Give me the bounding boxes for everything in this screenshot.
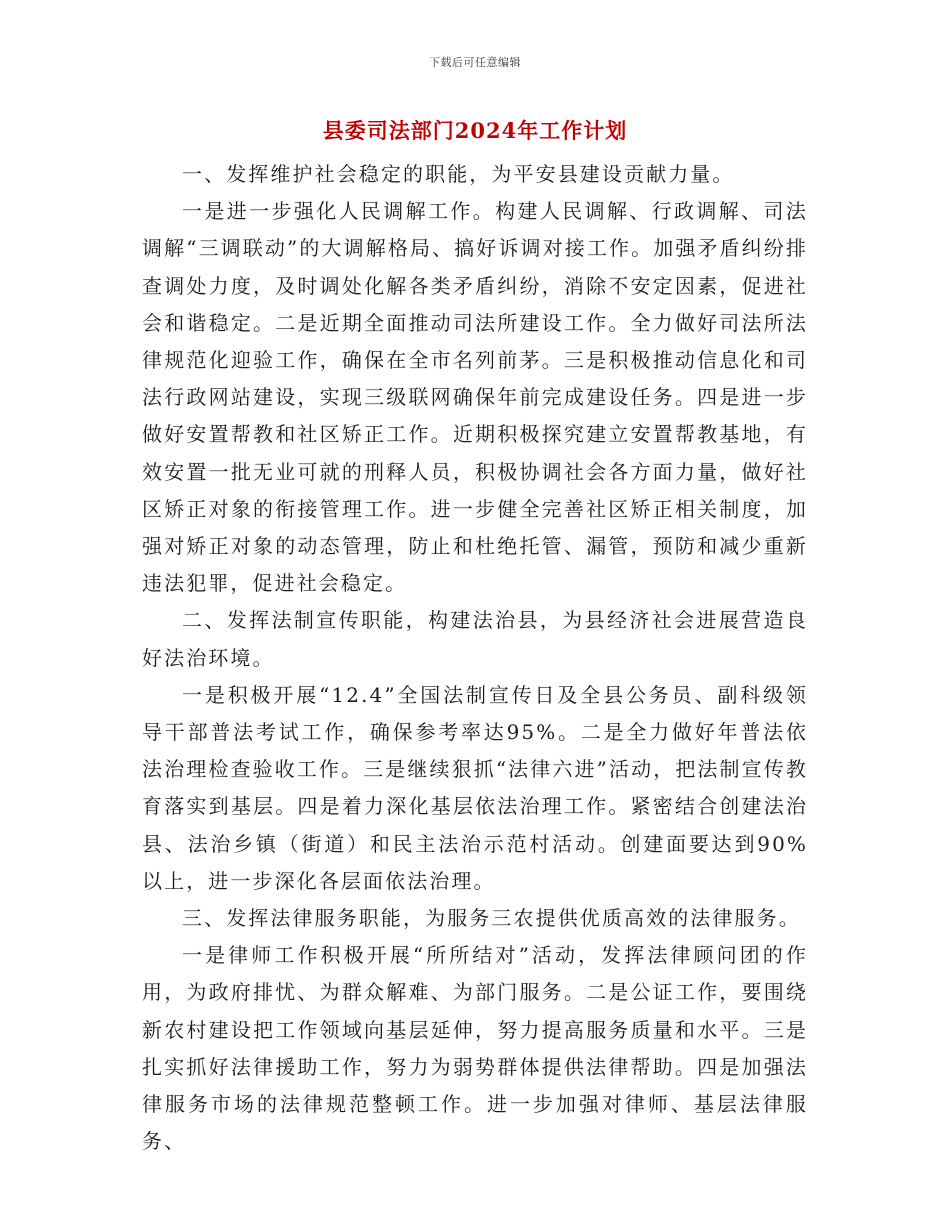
paragraph-section-2-body: 一是积极开展“12.4”全国法制宣传日及全县公务员、副科级领导干部普法考试工作，确保参考率达95%。二是全力做好年普法依法治理检查验收工作。三是继续狠抓“法律六进”活动，把法制宣传教育落实到基层。四是着力深化基层依法治理工作。紧密结合创建法治县、法治乡镇（街道）和民主法治示范村活动。创建面要达到90%以上，进一步深化各层面依法治理。 [142, 682, 808, 893]
paragraph-section-2-heading: 二、发挥法制宣传职能，构建法治县，为县经济社会进展营造良好法治环境。 [142, 608, 808, 670]
header-note: 下载后可任意编辑 [429, 56, 521, 69]
document-body [142, 156, 808, 1160]
paragraph-section-1-heading: 一、发挥维护社会稳定的职能，为平安县建设贡献力量。 [182, 162, 735, 186]
paragraph-section-3-heading: 三、发挥法律服务职能，为服务三农提供优质高效的法律服务。 [182, 906, 801, 931]
paragraph-section-3-body: 一是律师工作积极开展“所所结对”活动，发挥法律顾问团的作用，为政府排忧、为群众解难、为部门服务。二是公证工作，要围绕新农村建设把工作领域向基层延伸，努力提高服务质量和水平。三是扎实抓好法律援助工作，努力为弱势群体提供法律帮助。四是加强法律服务市场的法律规范整顿工作。进一步加强对律师、基层法律服务、 [142, 943, 808, 1154]
paragraph-section-1-body: 一是进一步强化人民调解工作。构建人民调解、行政调解、司法调解“三调联动”的大调解格局、搞好诉调对接工作。加强矛盾纠纷排查调处力度，及时调处化解各类矛盾纠纷，消除不安定因素，促进社会和谐稳定。二是近期全面推动司法所建设工作。全力做好司法所法律规范化迎验工作，确保在全市名列前茅。三是积极推动信息化和司法行政网站建设，实现三级联网确保年前完成建设任务。四是进一步做好安置帮教和社区矫正工作。近期积极探究建立安置帮教基地，有效安置一批无业可就的刑释人员，积极协调社会各方面力量，做好社区矫正对象的衔接管理工作。进一步健全完善社区矫正相关制度，加强对矫正对象的动态管理，防止和杜绝托管、漏管，预防和减少重新违法犯罪，促进社会稳定。 [142, 199, 808, 596]
document-title: 县委司法部门2024年工作计划 [322, 118, 628, 143]
